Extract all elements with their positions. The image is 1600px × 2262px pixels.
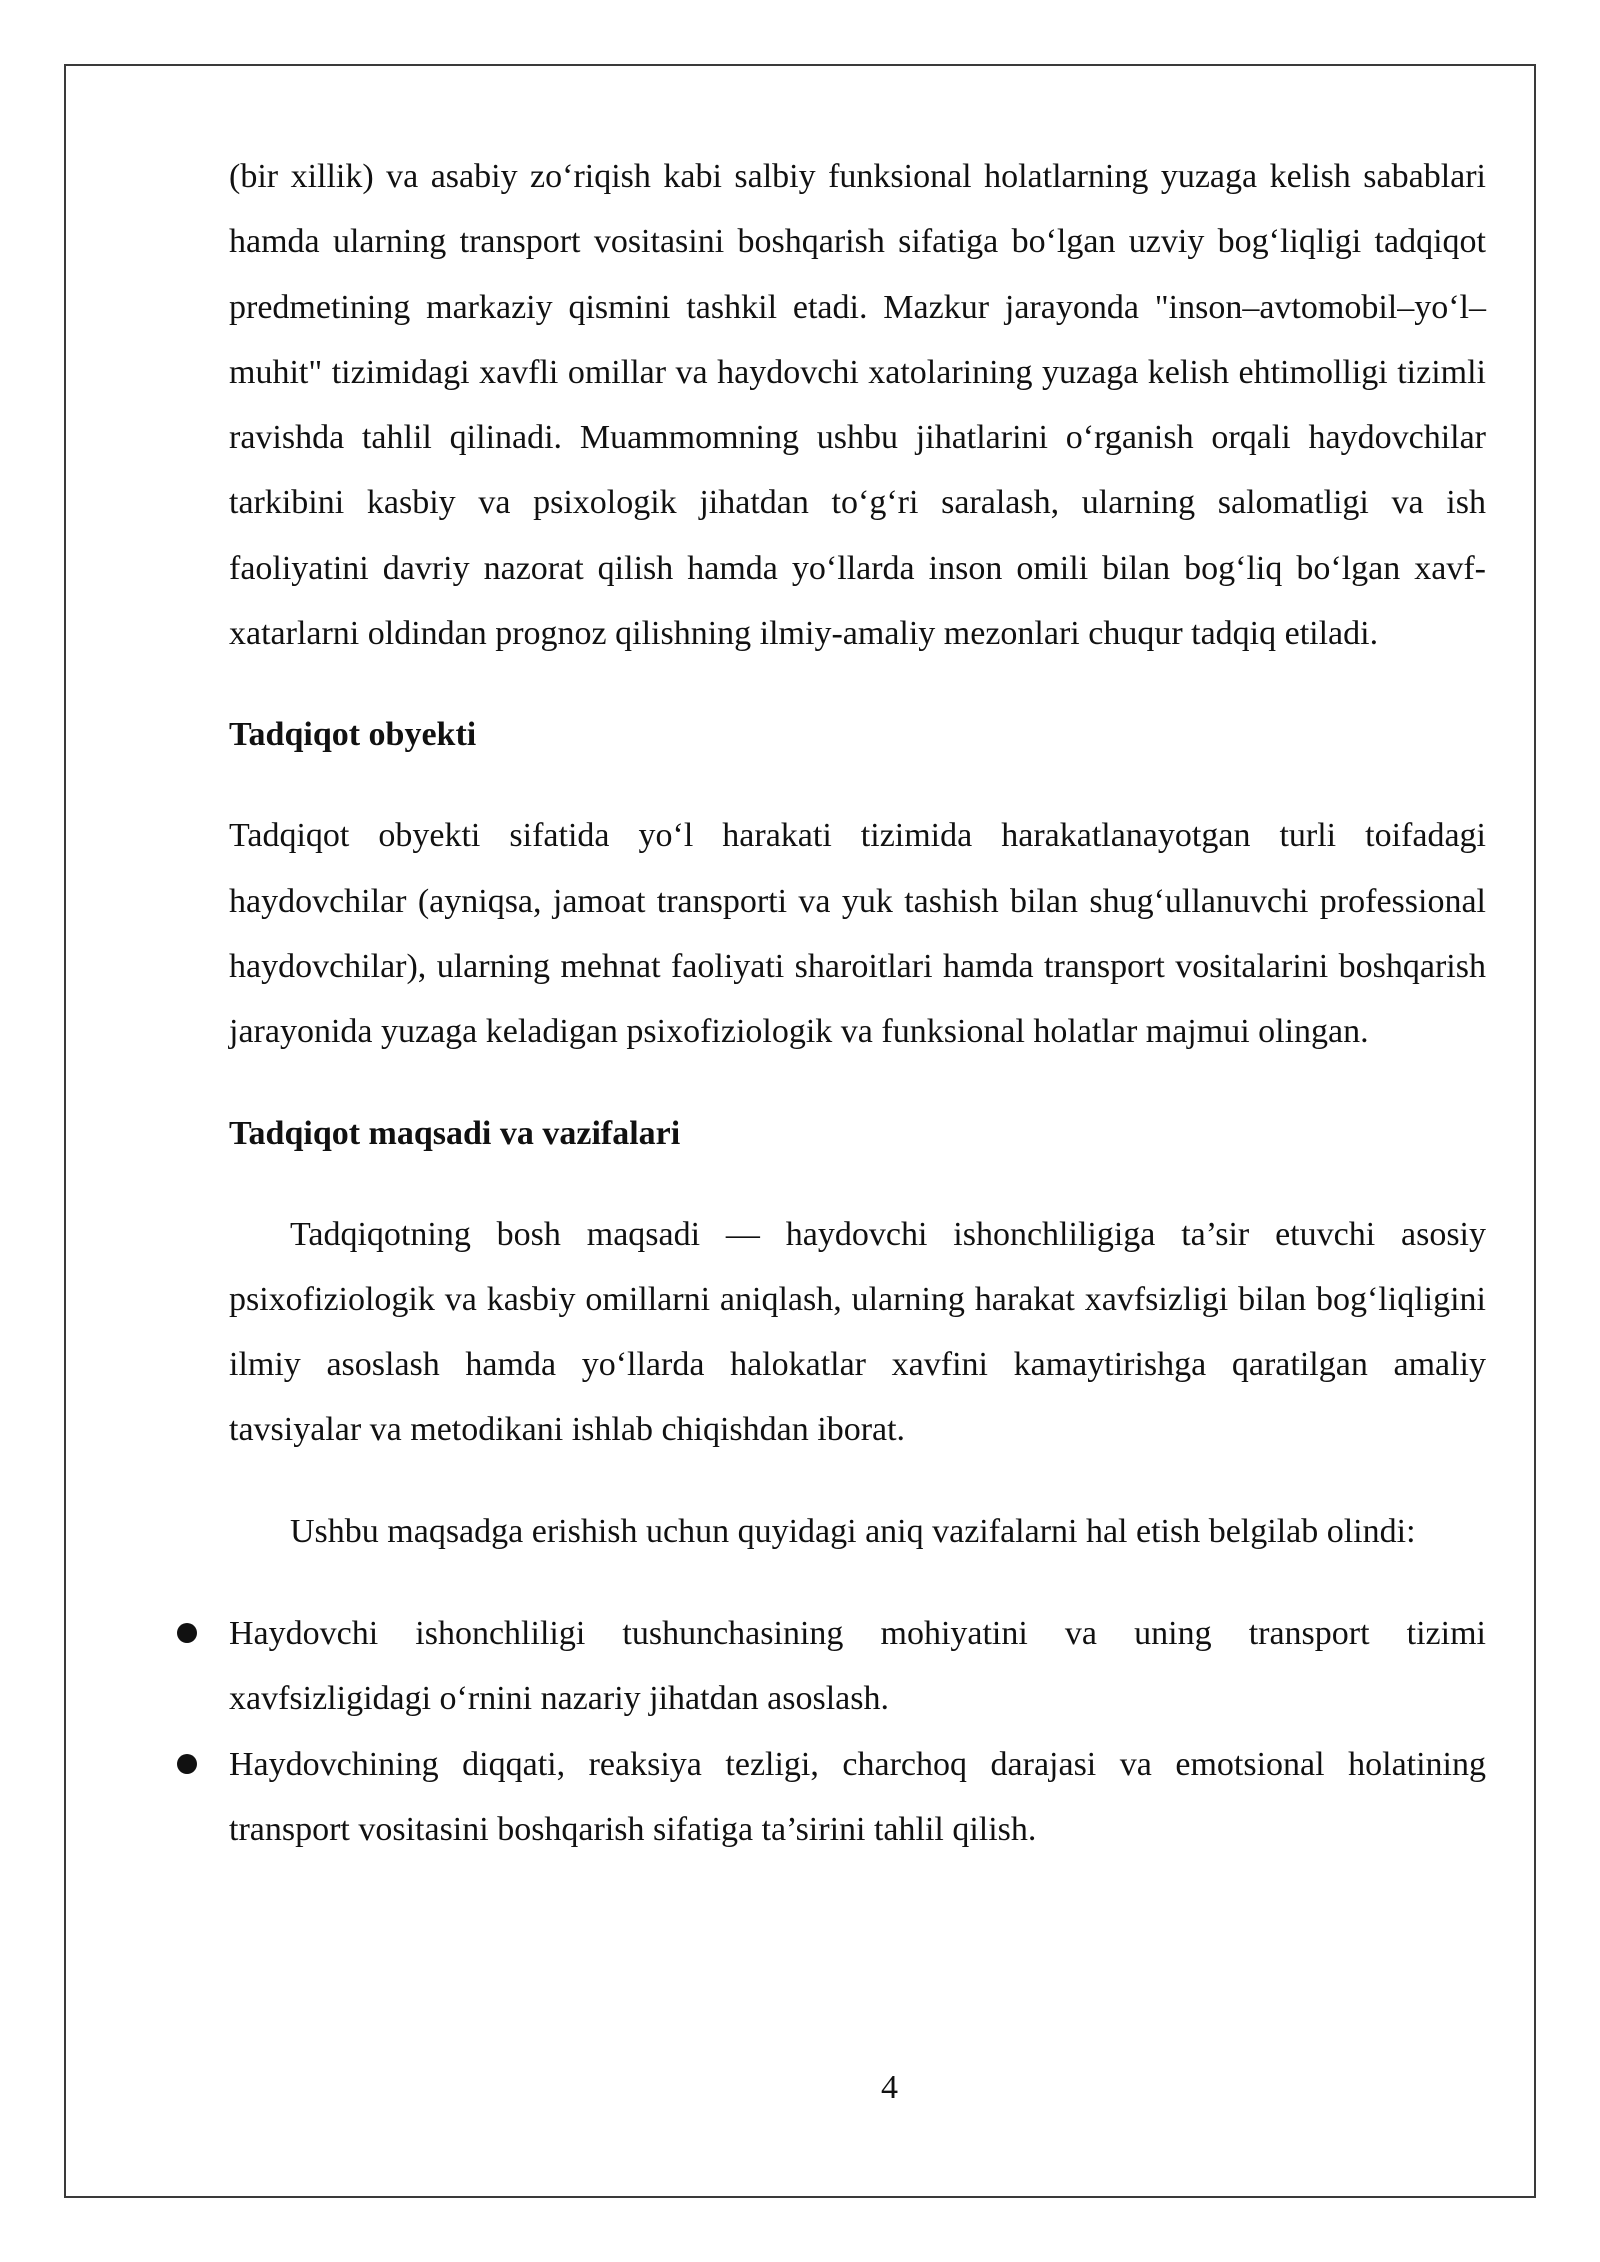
task-list	[229, 1601, 1486, 1862]
paragraph-maqsad: Tadqiqotning bosh maqsadi — haydovchi ishonchliligiga ta’sir etuvchi asosiy psixofiziologik va kasbiy omillarni aniqlash, ularning harakat xavfsizligi bilan bog‘liqligini ilmiy asoslash hamda yo‘llarda halokatlar xavfini kamaytirishga qaratilgan amaliy tavsiyalar va metodikani ishlab chiqishdan iborat.	[229, 1215, 1486, 1449]
spacer	[229, 1564, 1486, 1601]
spacer	[229, 666, 1486, 702]
spacer	[229, 1166, 1486, 1202]
spacer	[229, 1463, 1486, 1499]
paragraph-vazifalar-intro: Ushbu maqsadga erishish uchun quyidagi aniq vazifalarni hal etish belgilab olindi:	[290, 1512, 1416, 1550]
task-text: Haydovchi ishonchliligi tushunchasining mohiyatini va uning transport tizimi xavfsizligidagi o‘rnini nazariy jihatdan asoslash.	[229, 1615, 1486, 1718]
spacer	[229, 767, 1486, 803]
bullet-icon	[177, 1623, 197, 1643]
heading-maqsad-vazifalar: Tadqiqot maqsadi va vazifalari	[229, 1114, 681, 1152]
bullet-icon	[177, 1754, 197, 1774]
heading-tadqiqot-obyekti: Tadqiqot obyekti	[229, 716, 477, 754]
list-item	[229, 1732, 1486, 1863]
list-item	[229, 1601, 1486, 1732]
document-body	[229, 144, 1486, 1862]
paragraph-predmet: (bir xillik) va asabiy zo‘riqish kabi salbiy funksional holatlarning yuzaga kelish sabablari hamda ularning transport vositasini boshqarish sifatiga bo‘lgan uzviy bog‘liqligi tadqiqot predmetining markaziy qismini tashkil etadi. Mazkur jarayonda "inson–avtomobil–yo‘l–muhit" tizimidagi xavfli omillar va haydovchi xatolarining yuzaga kelish ehtimolligi tizimli ravishda tahlil qilinadi. Muammomning ushbu jihatlarini o‘rganish orqali haydovchilar tarkibini kasbiy va psixologik jihatdan to‘g‘ri saralash, ularning salomatligi va ish faoliyatini davriy nazorat qilish hamda yo‘llarda inson omili bilan bog‘liq bo‘lgan xavf-xatarlarni oldindan prognoz qilishning ilmiy-amaliy mezonlari chuqur tadqiq etiladi.	[229, 158, 1486, 653]
task-text: Haydovchining diqqati, reaksiya tezligi, charchoq darajasi va emotsional holatining transport vositasini boshqarish sifatiga ta’sirini tahlil qilish.	[229, 1745, 1486, 1848]
paragraph-obyekt: Tadqiqot obyekti sifatida yo‘l harakati tizimida harakatlanayotgan turli toifadagi haydovchilar (ayniqsa, jamoat transporti va yuk tashish bilan shug‘ullanuvchi professional haydovchilar), ularning mehnat faoliyati sharoitlari hamda transport vositalarini boshqarish jarayonida yuzaga keladigan psixofiziologik va funksional holatlar majmui olingan.	[229, 817, 1486, 1051]
page-number: 4	[881, 2069, 898, 2106]
spacer	[229, 1065, 1486, 1101]
